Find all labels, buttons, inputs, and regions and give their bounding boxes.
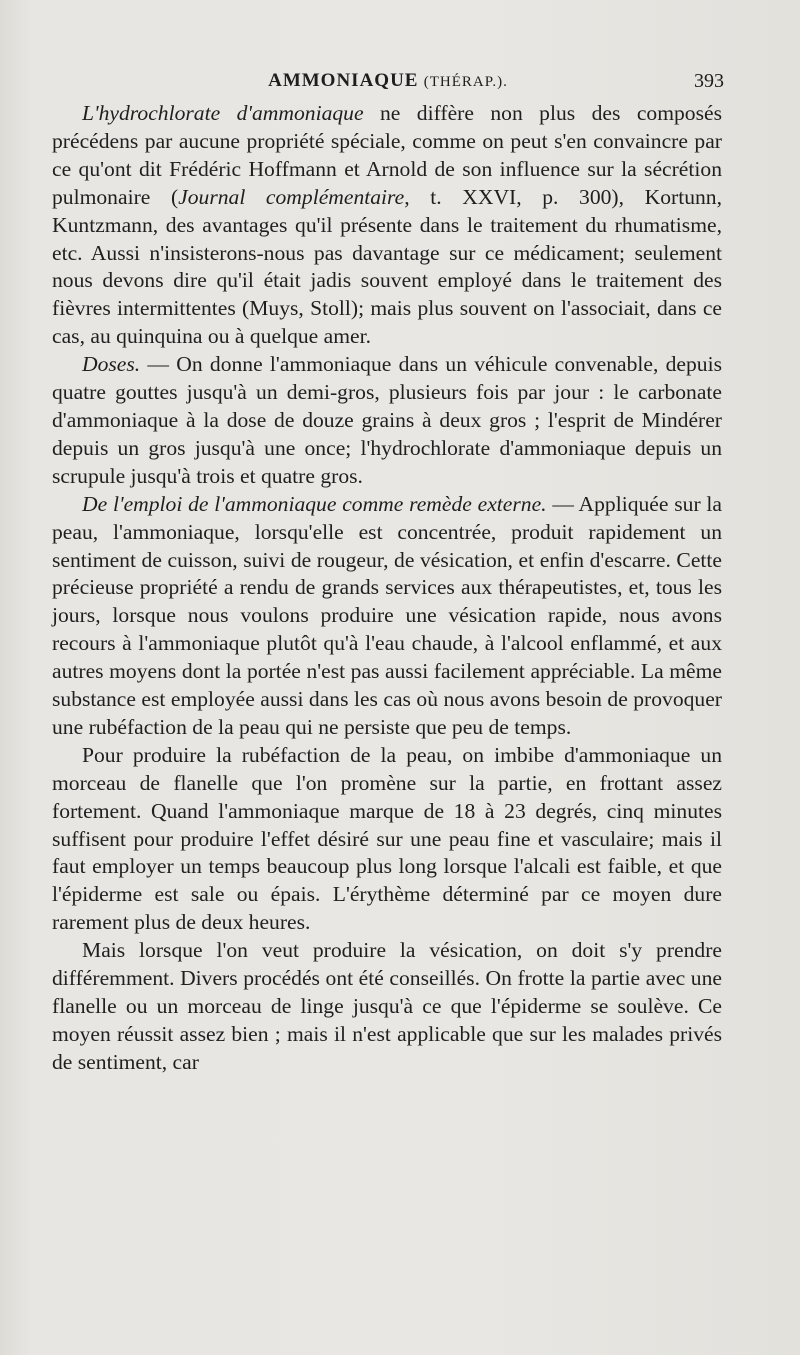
paragraph-text-continued: , t. XXVI, p. 300), Kortunn, Kuntzmann, des avantages qu'il présente dans le traitement du rhumatisme, etc. Aussi n'insisterons-nous pas davantage sur ce médicament; seulement nous devons dire qu'il était jadis souvent employé dans le traitement des fièvres intermittentes (Muys, Stoll); mais plus souvent on l'associait, dans ce cas, au quinquina ou à quelque amer. (52, 184, 722, 349)
running-title-sub: (THÉRAP.). (423, 74, 508, 90)
paragraph-lead: L'hydrochlorate d'ammoniaque (82, 101, 364, 125)
paragraph-lead: De l'emploi de l'ammoniaque comme remède externe. (82, 491, 547, 516)
paragraph-vesication (52, 937, 722, 1077)
paragraph-external-use (52, 491, 722, 742)
paragraph-doses (52, 351, 722, 491)
paragraph-lead: Doses. (82, 352, 141, 377)
running-title (52, 70, 724, 92)
page-number: 393 (694, 70, 724, 92)
running-title-main: AMMONIAQUE (268, 70, 419, 91)
paragraph-text: ne diffère non plus des composés précédens par aucune propriété spéciale, comme on peut s'en convaincre par ce qu'ont dit Frédéric Hoffmann et Arnold de son influence sur la sécrétion pulmonaire ( (52, 101, 722, 209)
journal-reference: Journal complémentaire (178, 184, 405, 209)
paragraph-text: — Appliquée sur la peau, l'ammoniaque, lorsqu'elle est concentrée, produit rapidement un sentiment de cuisson, suivi de rougeur, de vésication, et enfin d'escarre. Cette précieuse propriété a rendu de grands services aux thérapeutistes, et, tous les jours, lorsque nous voulons produire une vésication rapide, nous avons recours à l'ammoniaque plutôt qu'à l'eau chaude, à l'alcool enflammé, et aux autres moyens dont la portée n'est pas aussi facilement appréciable. La même substance est employée aussi dans les cas où nous avons besoin de provoquer une rubéfaction de la peau qui ne persiste que peu de temps. (52, 491, 722, 739)
page-header (52, 70, 724, 100)
paragraph-rubefaction (52, 742, 722, 937)
body-text (52, 100, 722, 1077)
paragraph-hydrochlorate (52, 100, 722, 351)
paragraph-text: — On donne l'ammoniaque dans un véhicule convenable, depuis quatre gouttes jusqu'à un demi-gros, plusieurs fois par jour : le carbonate d'ammoniaque à la dose de douze grains à deux gros ; l'esprit de Mindérer depuis un gros jusqu'à une once; l'hydrochlorate d'ammoniaque depuis un scrupule jusqu'à trois et quatre gros. (52, 352, 722, 488)
paragraph-text: Pour produire la rubéfaction de la peau, on imbibe d'ammoniaque un morceau de flanelle que l'on promène sur la partie, en frottant assez fortement. Quand l'ammoniaque marque de 18 à 23 degrés, cinq minutes suffisent pour produire l'effet désiré sur une peau fine et vasculaire; mais il faut employer un temps beaucoup plus long lorsque l'alcali est faible, et que l'épiderme est sale ou épais. L'érythème déterminé par ce moyen dure rarement plus de deux heures. (52, 742, 722, 935)
paragraph-text: Mais lorsque l'on veut produire la vésication, on doit s'y prendre différemment. Divers procédés ont été conseillés. On frotte la partie avec une flanelle ou un morceau de linge jusqu'à ce que l'épiderme se soulève. Ce moyen réussit assez bien ; mais il n'est applicable que sur les malades privés de sentiment, car (52, 938, 722, 1074)
